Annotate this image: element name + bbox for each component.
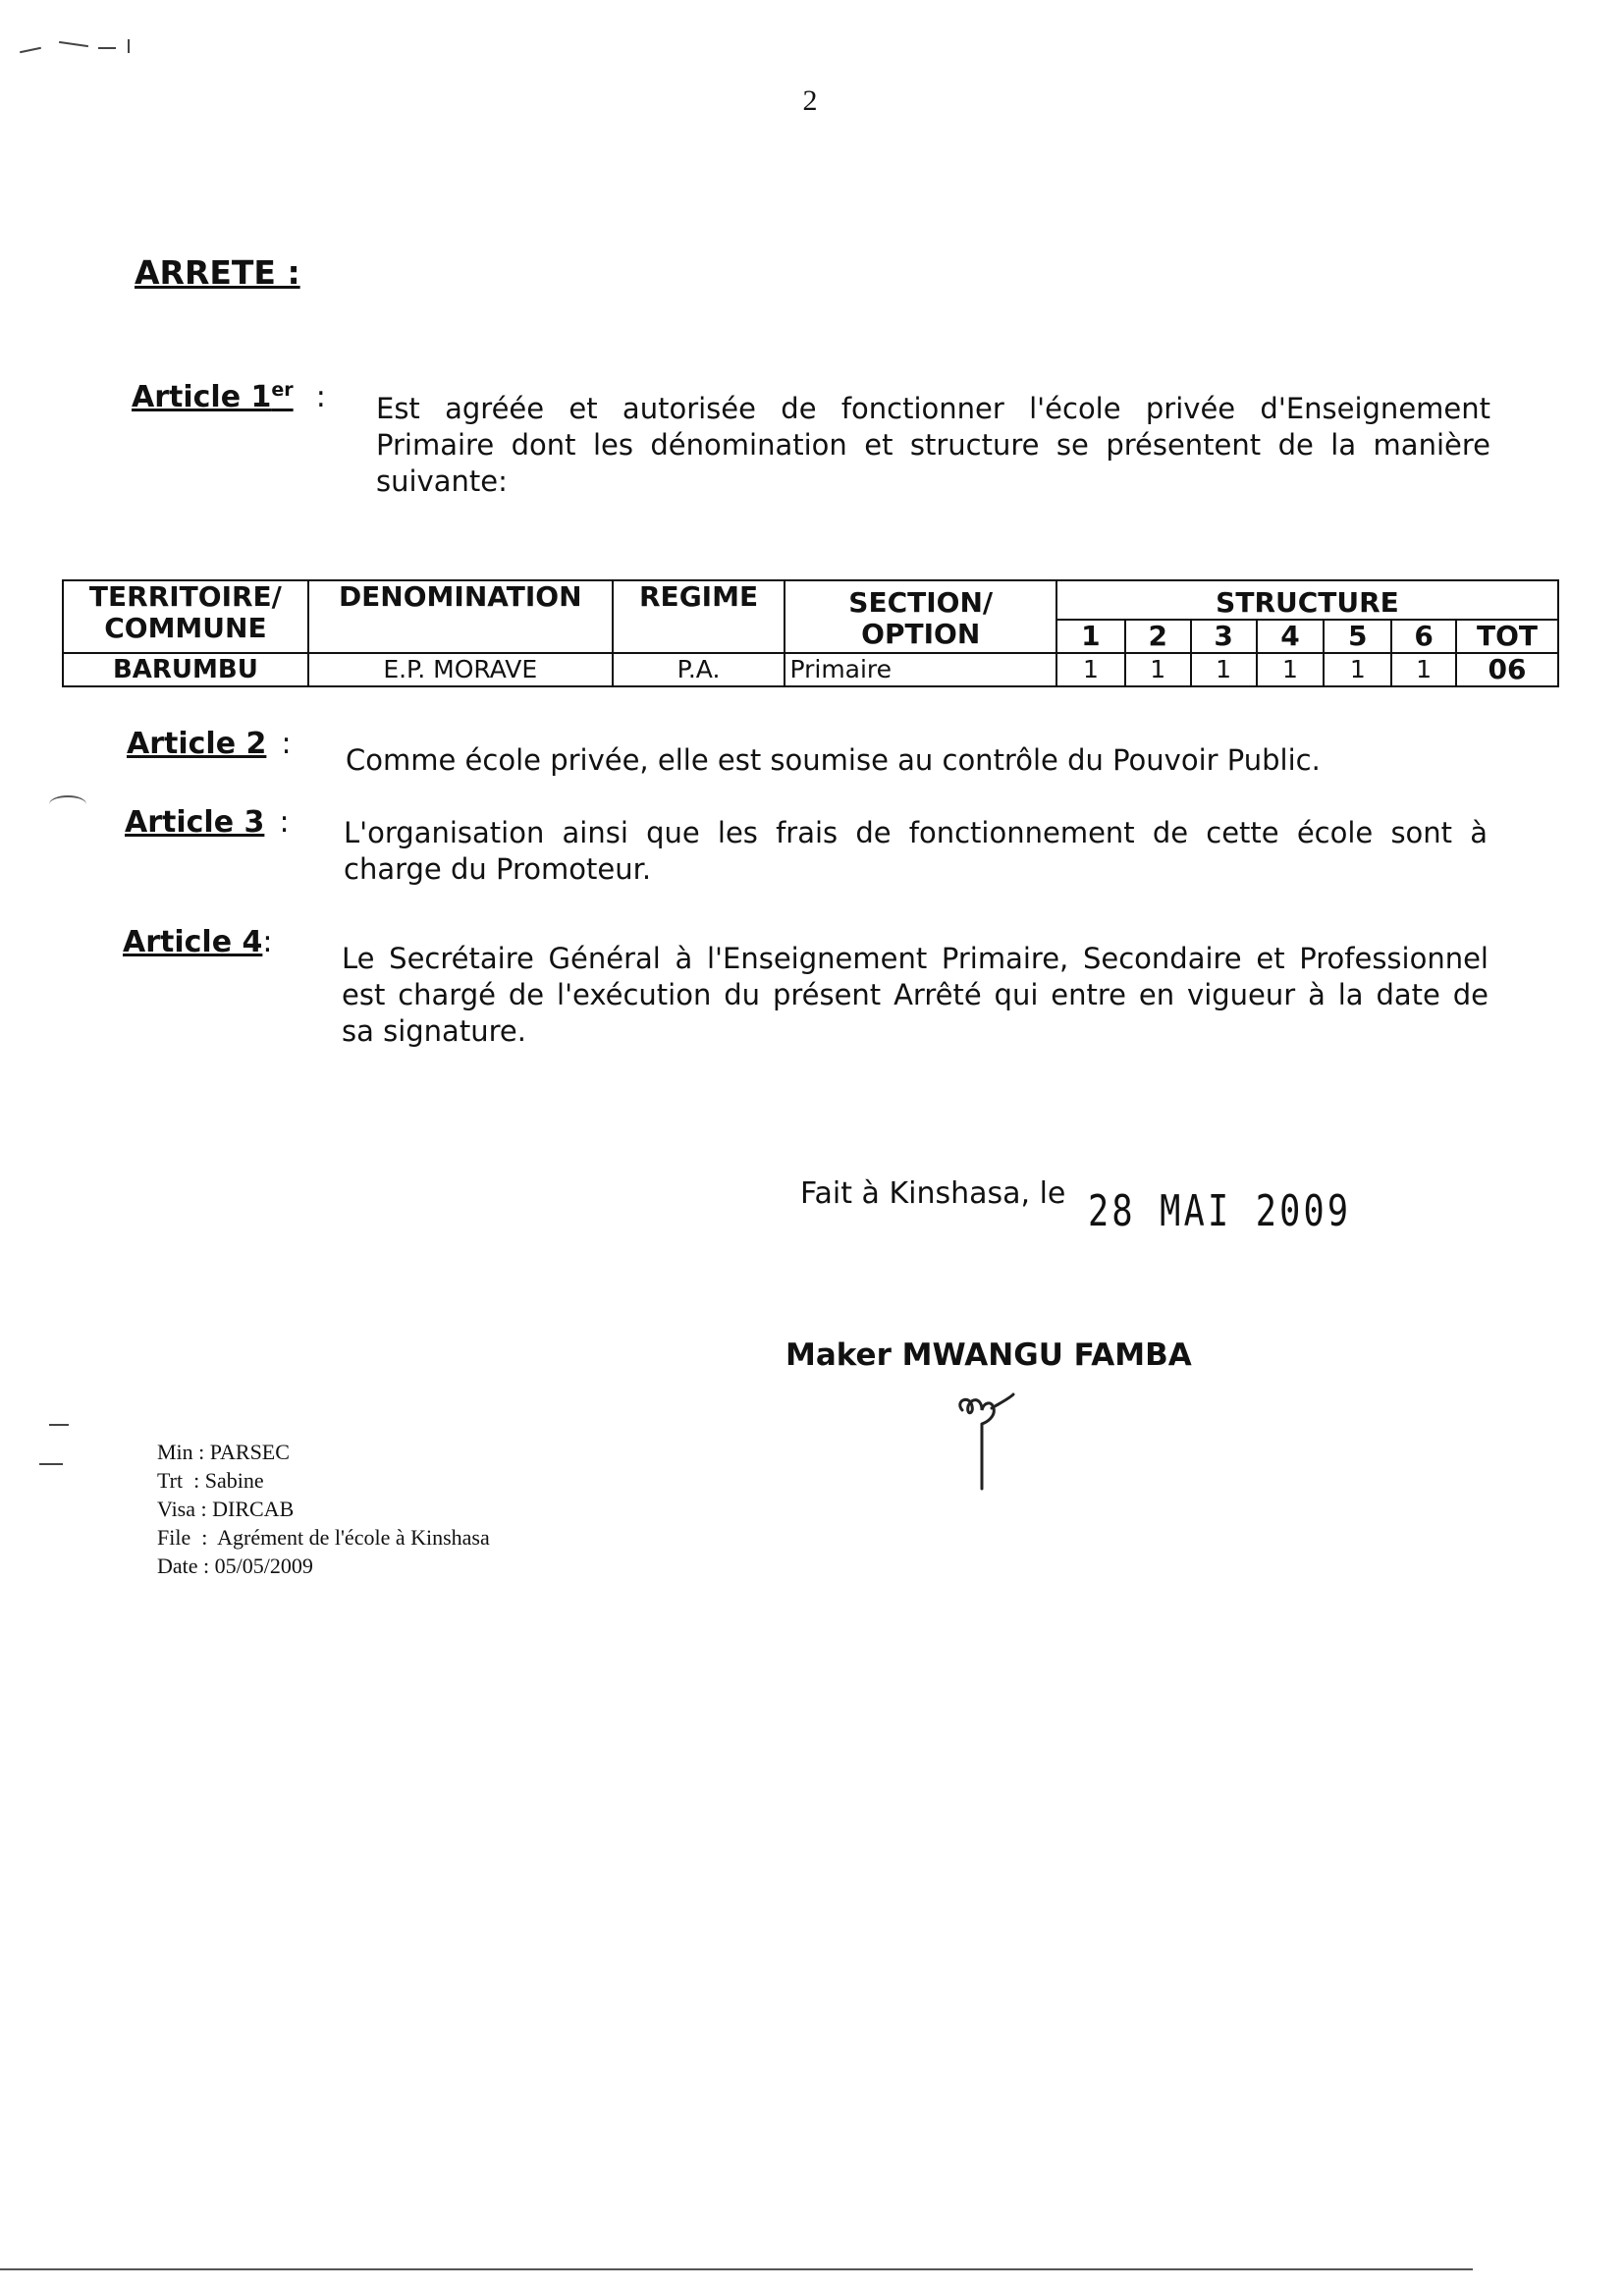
article-2 <box>127 727 292 761</box>
cell-grade: 1 <box>1391 653 1456 686</box>
table-header-row <box>63 580 1558 620</box>
scan-mark <box>49 1424 69 1426</box>
header-regime: REGIME <box>613 580 785 653</box>
article-4-line: Le Secrétaire Général à l'Enseignement Primaire, Secondaire et Professionnel <box>342 942 1489 975</box>
article-2-colon: : <box>281 727 292 761</box>
article-3-line: charge du Promoteur. <box>344 852 652 886</box>
article-2-text <box>346 742 1489 779</box>
cell-regime: P.A. <box>613 653 785 686</box>
header-grade: 5 <box>1324 620 1391 653</box>
article-4-line: est chargé de l'exécution du présent Arrêté qui entre en vigueur à la date de <box>342 978 1489 1011</box>
handwritten-signature <box>952 1392 1031 1491</box>
article-1-line: Primaire dont les dénomination et structure se présentent de la manière <box>376 428 1490 462</box>
header-grade: 2 <box>1125 620 1191 653</box>
table-row <box>63 653 1558 686</box>
scan-mark <box>128 39 130 53</box>
header-grade: 3 <box>1191 620 1257 653</box>
article-1-line: suivante: <box>376 464 508 498</box>
scan-mark <box>59 41 88 47</box>
scan-mark <box>20 47 41 54</box>
header-grade: 6 <box>1391 620 1456 653</box>
header-denomination: DENOMINATION <box>308 580 613 653</box>
article-2-line: Comme école privée, elle est soumise au contrôle du Pouvoir Public. <box>346 743 1321 777</box>
scan-mark <box>49 795 86 813</box>
article-1-text <box>376 391 1490 500</box>
signatory-name: Maker MWANGU FAMBA <box>785 1337 1192 1373</box>
article-1-colon: : <box>315 380 326 414</box>
date-stamp: 28 MAI 2009 <box>1088 1186 1352 1236</box>
cell-total: 06 <box>1456 653 1558 686</box>
article-4-colon: : <box>262 925 273 959</box>
header-grade: 1 <box>1056 620 1125 653</box>
article-1-label: Article 1er <box>132 379 294 414</box>
cell-section: Primaire <box>785 653 1056 686</box>
article-2-label: Article 2 <box>127 727 267 761</box>
article-3-line: L'organisation ainsi que les frais de fonctionnement de cette école sont à <box>344 816 1488 849</box>
footer-metadata <box>157 1438 490 1580</box>
header-structure: STRUCTURE <box>1056 580 1558 620</box>
header-section: SECTION/ OPTION <box>785 580 1056 653</box>
cell-grade: 1 <box>1324 653 1391 686</box>
footer-meta-line: Date : 05/05/2009 <box>157 1554 313 1578</box>
article-4-label: Article 4 <box>123 925 263 959</box>
article-1-line: Est agréée et autorisée de fonctionner l'école privée d'Enseignement <box>376 392 1490 425</box>
article-4 <box>123 925 272 959</box>
article-4-text <box>342 941 1489 1050</box>
article-3 <box>125 805 290 840</box>
article-4-line: sa signature. <box>342 1014 526 1048</box>
footer-meta-line: Min : PARSEC <box>157 1440 290 1464</box>
header-total: TOT <box>1456 620 1558 653</box>
place-and-date-label: Fait à Kinshasa, le <box>800 1176 1066 1211</box>
article-3-colon: : <box>279 805 290 840</box>
header-grade: 4 <box>1257 620 1325 653</box>
cell-grade: 1 <box>1056 653 1125 686</box>
footer-meta-line: File : Agrément de l'école à Kinshasa <box>157 1525 490 1550</box>
footer-meta-line: Visa : DIRCAB <box>157 1497 295 1521</box>
cell-grade: 1 <box>1191 653 1257 686</box>
school-structure-table <box>62 579 1559 687</box>
cell-grade: 1 <box>1257 653 1325 686</box>
cell-territoire: BARUMBU <box>63 653 308 686</box>
footer-meta-line: Trt : Sabine <box>157 1468 264 1493</box>
cell-denomination: E.P. MORAVE <box>308 653 613 686</box>
page-number: 2 <box>802 84 818 117</box>
article-1 <box>132 379 326 414</box>
bottom-rule <box>0 2268 1473 2270</box>
document-heading: ARRETE : <box>135 253 300 292</box>
scan-mark <box>39 1463 63 1465</box>
article-3-label: Article 3 <box>125 805 265 840</box>
scan-mark <box>98 47 116 49</box>
header-territoire: TERRITOIRE/ COMMUNE <box>63 580 308 653</box>
article-3-text <box>344 815 1488 888</box>
cell-grade: 1 <box>1125 653 1191 686</box>
